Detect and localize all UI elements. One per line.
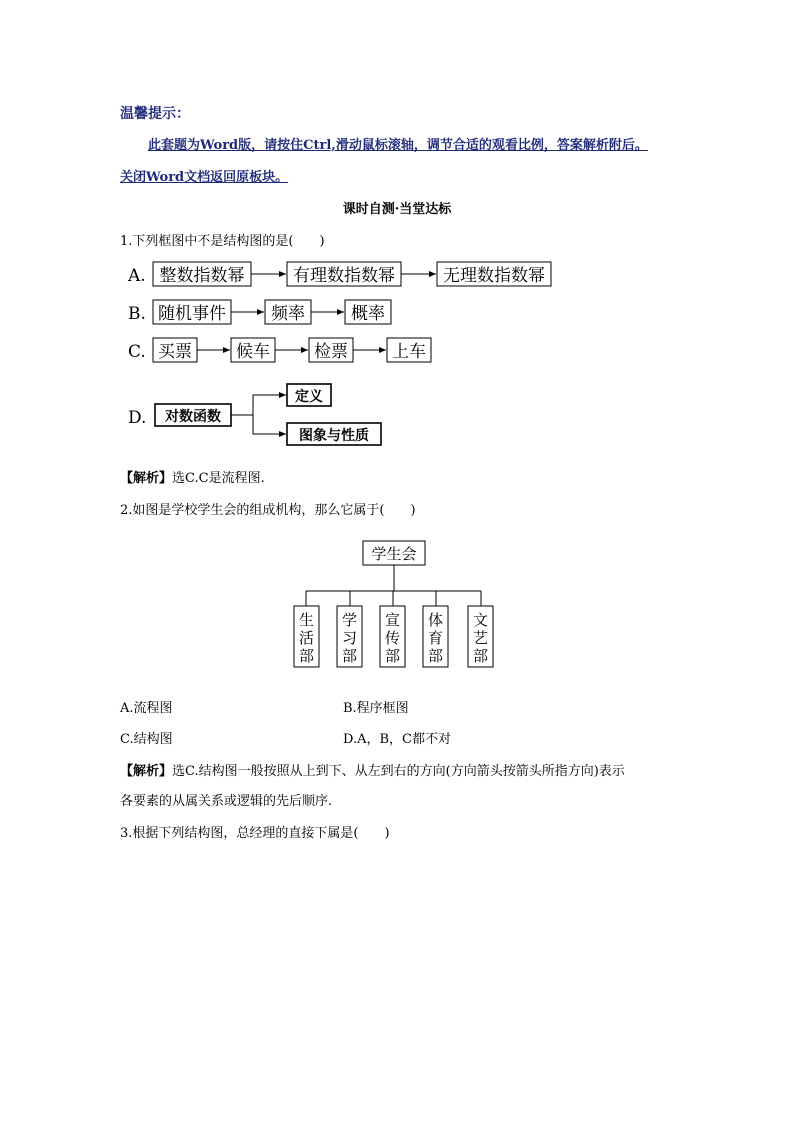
q1-c-box-4 (387, 338, 431, 362)
q1-c-box-3-text: 检票 (314, 342, 348, 362)
q2-option-d: D.A，B，C都不对 (343, 732, 451, 747)
q1-d-connector-2 (253, 415, 286, 434)
q2-dept-5-char-1: 文 (472, 611, 489, 629)
q2-dept-2-char-3: 部 (341, 647, 358, 665)
q2-dept-4 (423, 591, 448, 667)
q1-c-box-3 (309, 338, 353, 362)
q1-d-child-2-text: 图象与性质 (299, 428, 369, 444)
q2-dept-4-char-1: 体 (427, 611, 444, 629)
q1-a-box-3 (437, 262, 551, 286)
q1-b-box-3-text: 概率 (351, 304, 385, 324)
q2-dept-5-char-2: 艺 (472, 629, 489, 647)
q1-c-box-2-text: 候车 (236, 342, 270, 362)
q1-option-d-label: D. (128, 408, 147, 428)
question-3-stem: 3.根据下列结构图，总经理的直接下属是( ) (120, 826, 390, 841)
q1-option-a-label: A. (128, 266, 146, 286)
q1-a-box-3-text: 无理数指数幂 (443, 266, 545, 286)
q1-a-box-2-text: 有理数指数幂 (293, 266, 395, 286)
q1-d-child-box-1 (287, 384, 331, 406)
q1-b-box-3 (345, 300, 391, 324)
q2-dept-3 (380, 591, 405, 667)
q1-c-box-1-text: 买票 (158, 342, 192, 362)
q1-d-child-1-text: 定义 (295, 389, 323, 405)
q2-root-box (363, 541, 425, 565)
q2-option-c: C.结构图 (120, 732, 173, 747)
q2-option-a: A.流程图 (120, 701, 173, 716)
q2-dept-2-char-2: 习 (341, 629, 358, 647)
q2-dept-2-char-1: 学 (341, 611, 358, 629)
q2-dept-3-char-3: 部 (384, 647, 401, 665)
q1-option-b-label: B. (128, 304, 146, 324)
question-2-stem: 2.如图是学校学生会的组成机构，那么它属于( ) (120, 503, 416, 518)
q1-b-box-2-text: 频率 (271, 304, 305, 324)
question-2-answer-line-2: 各要素的从属关系或逻辑的先后顺序. (120, 794, 333, 809)
section-title: 课时自测·当堂达标 (342, 202, 452, 217)
q1-d-child-box-2 (287, 423, 381, 445)
q1-a-box-2 (287, 262, 401, 286)
q1-d-connector-1 (231, 395, 286, 415)
q2-dept-3-char-1: 宣 (384, 611, 401, 629)
q2-dept-3-char-2: 传 (384, 629, 401, 647)
answer-text: 选C.结构图一般按照从上到下、从左到右的方向(方向箭头按箭头所指方向)表示 (172, 764, 625, 779)
q2-root-text: 学生会 (371, 545, 417, 563)
q2-dept-4-char-2: 育 (427, 629, 444, 647)
tip-line-1: 此套题为Word版，请按住Ctrl,滑动鼠标滚轴，调节合适的观看比例，答案解析附后。 (148, 138, 648, 153)
question-2-answer-line-1 (120, 760, 625, 779)
question-1-answer (120, 467, 265, 486)
q2-dept-2 (337, 591, 362, 667)
q2-option-b: B.程序框图 (343, 701, 409, 716)
q2-dept-4-char-3: 部 (427, 647, 444, 665)
tip-title: 温馨提示： (120, 106, 190, 122)
q1-d-root-box (155, 404, 231, 426)
q1-a-box-1-text: 整数指数幂 (159, 266, 245, 286)
answer-tag: 【解析】 (120, 764, 173, 779)
q2-dept-1-char-1: 生 (298, 611, 315, 629)
q2-dept-1 (294, 591, 319, 667)
q1-d-root-text: 对数函数 (165, 409, 221, 425)
q1-a-box-1 (153, 262, 251, 286)
q2-dept-1-char-3: 部 (298, 647, 315, 665)
tip-line-2: 关闭Word文档返回原板块。 (120, 170, 289, 185)
q1-b-box-1 (153, 300, 231, 324)
q2-dept-5 (468, 591, 493, 667)
q2-dept-1-char-2: 活 (298, 629, 315, 647)
q1-b-box-1-text: 随机事件 (158, 304, 226, 324)
answer-tag: 【解析】 (120, 471, 173, 486)
q1-c-box-4-text: 上车 (392, 342, 426, 362)
question-1-diagrams (120, 254, 580, 454)
question-2-org-chart (290, 536, 500, 672)
q1-b-box-2 (265, 300, 311, 324)
question-1-stem: 1.下列框图中不是结构图的是( ) (120, 234, 325, 249)
q1-c-box-1 (153, 338, 197, 362)
q2-dept-5-char-3: 部 (472, 647, 489, 665)
q1-c-box-2 (231, 338, 275, 362)
q1-option-c-label: C. (128, 342, 146, 362)
answer-text: 选C.C是流程图. (172, 471, 265, 486)
